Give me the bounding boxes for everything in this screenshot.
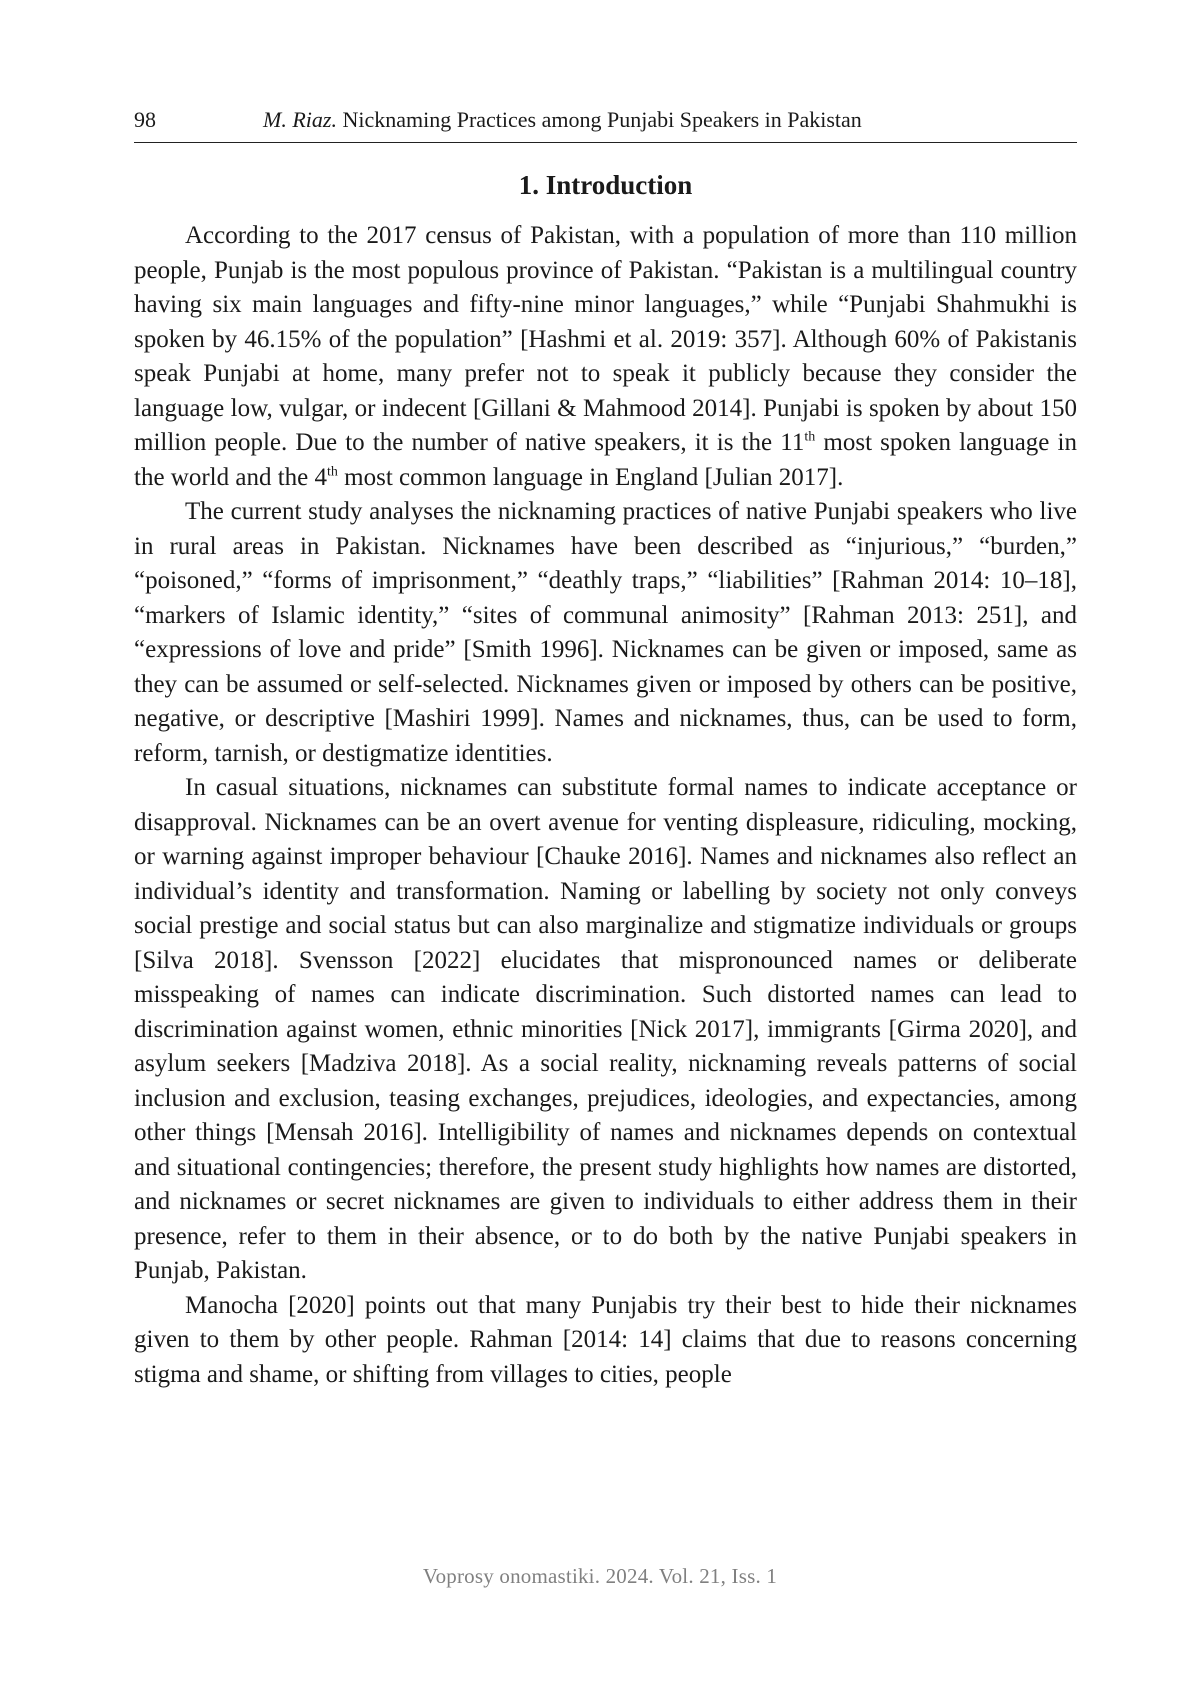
- paragraph-4: Manocha [2020] points out that many Punjabis try their best to hide their nicknames given to them by other people. Rahman [2014: 14] claims that due to reasons concerning stigma and shame, or shifting from villages to cities, people: [134, 1291, 1077, 1388]
- paragraph-1-text-a: According to the 2017 census of Pakistan, with a population of more than 110 million people, Punjab is the most populous province of Pakistan. “Pakistan is a multilingual country having six main languages and fifty-nine minor languages,” while “Punjabi Shahmukhi is spoken by 46.15% of the population” [Hashmi et al. 2019: 357]. Although 60% of Pakistanis speak Punjabi at home, many prefer not to speak it publicly because they consider the language low, vulgar, or indecent [Gillani & Mahmood 2014]. Punjabi is spoken by about 150 million people. Due to the number of native speakers, it is the 11: [134, 222, 1077, 456]
- paragraph-3: In casual situations, nicknames can substitute formal names to indicate acceptance or disapproval. Nicknames can be an overt avenue for venting displeasure, ridiculing, mocking, or warning against improper behaviour [Chauke 2016]. Names and nicknames also reflect an individual’s identity and transformation. Naming or labelling by society not only conveys social prestige and social status but can also marginalize and stigmatize individuals or groups [Silva 2018]. Svensson [2022] elucidates that mispronounced names or deliberate misspeaking of names can indicate discrimination. Such distorted names can lead to discrimination against women, ethnic minorities [Nick 2017], immigrants [Girma 2020], and asylum seekers [Madziva 2018]. As a social reality, nicknaming reveals patterns of social inclusion and exclusion, teasing exchanges, prejudices, ideologies, and expectancies, among other things [Mensah 2016]. Intelligibility of names and nicknames depends on contextual and situational contingencies; therefore, the present study highlights how names are distorted, and nicknames or secret nicknames are given to individuals to either address them in their presence, refer to them in their absence, or to do both by the native Punjabi speakers in Punjab, Pakistan.: [134, 774, 1077, 1284]
- ordinal-suffix: th: [327, 464, 338, 480]
- article-body: [134, 219, 1077, 1392]
- paragraph-2: The current study analyses the nicknaming practices of native Punjabi speakers who live in rural areas in Pakistan. Nicknames have been described as “injurious,” “burden,” “poisoned,” “forms of imprisonment,” “deathly traps,” “liabilities” [Rahman 2014: 10–18], “markers of Islamic identity,” “sites of communal animosity” [Rahman 2013: 251], and “expressions of love and pride” [Smith 1996]. Nicknames can be given or imposed, same as they can be assumed or self-selected. Nicknames given or imposed by others can be positive, negative, or descriptive [Mashiri 1999]. Names and nicknames, thus, can be used to form, reform, tarnish, or destigmatize identities.: [134, 498, 1077, 767]
- running-header: [134, 102, 1077, 143]
- page-number: 98: [134, 107, 156, 132]
- paragraph-1-text-b: most spoken language in the world and the 4: [134, 429, 1077, 491]
- journal-footer: Voprosy onomastiki. 2024. Vol. 21, Iss. 1: [422, 1564, 778, 1588]
- ordinal-suffix: th: [804, 429, 816, 445]
- paragraph-1-text-c: most common language in England [Julian 2017].: [337, 463, 844, 491]
- author-name: M. Riaz.: [263, 107, 337, 132]
- paragraph-1: [134, 219, 1077, 495]
- running-title: [263, 106, 862, 134]
- article-title: Nicknaming Practices among Punjabi Speakers in Pakistan: [342, 107, 862, 132]
- section-heading: 1. Introduction: [518, 170, 693, 200]
